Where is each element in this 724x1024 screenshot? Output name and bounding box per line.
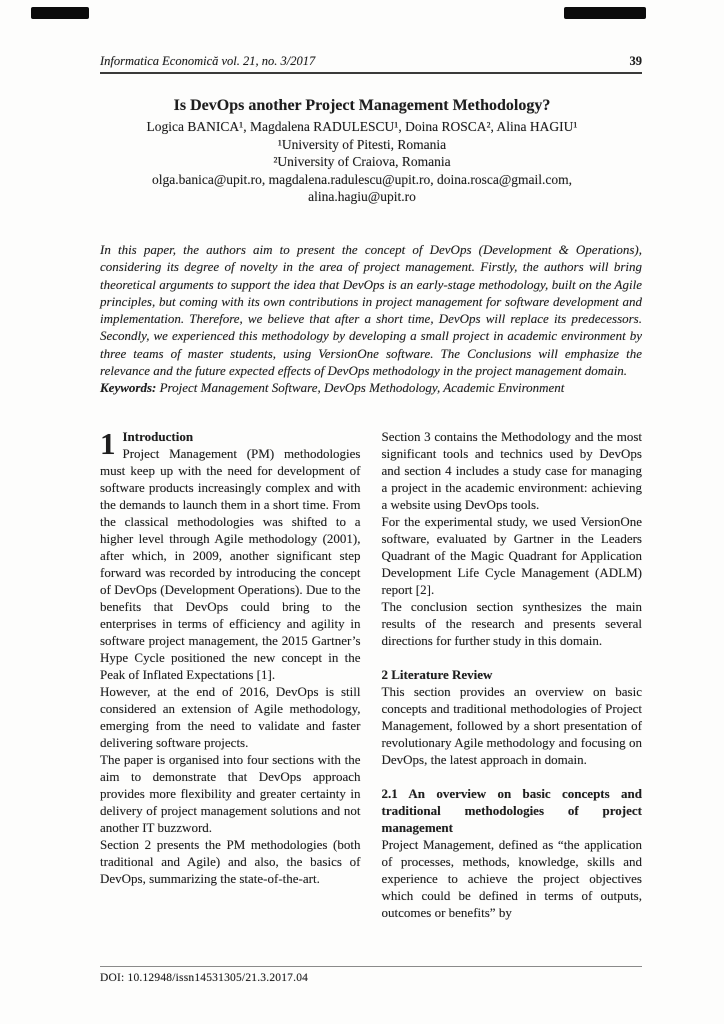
- affiliation-2: ²University of Craiova, Romania: [273, 154, 451, 169]
- header-rule: [100, 72, 642, 74]
- section-2-heading: 2 Literature Review: [381, 667, 493, 682]
- paragraph: For the experimental study, we used VersionOne software, evaluated by Gartner in the Leaders Quadrant of the Magic Quadrant for Application Development Life Cycle Management (ADLM) report [2].: [381, 514, 642, 597]
- paragraph: The conclusion section synthesizes the main results of the research and presents several directions for further study in this domain.: [381, 599, 642, 648]
- paragraph: The paper is organised into four sections with the aim to demonstrate that DevOps approach provides more flexibility and greater certainty in delivery of project management solutions and not another IT buzzword.: [100, 752, 361, 835]
- author-emails-line-2: alina.hagiu@upit.ro: [308, 189, 416, 204]
- running-head: [100, 54, 642, 69]
- footer-rule: [100, 966, 642, 967]
- right-column: [382, 428, 643, 921]
- section-1-introduction: [100, 428, 361, 683]
- section-1-heading: Introduction: [122, 429, 194, 444]
- section-1-number: 1: [100, 426, 116, 461]
- paragraph: However, at the end of 2016, DevOps is still considered an extension of Agile methodology, emerging from the need to validate and faster delivering software projects.: [100, 684, 361, 750]
- abstract: [100, 241, 642, 397]
- paragraph: Section 2 presents the PM methodologies (both traditional and Agile) and also, the basics of DevOps, summarizing the state-of-the-art.: [100, 837, 361, 886]
- paragraph: Project Management, defined as “the application of processes, methods, knowledge, skills and experience to achieve the project objectives which could be defined in terms of outputs, outcomes or benefits” by: [381, 837, 642, 920]
- affiliation-1: ¹University of Pitesti, Romania: [277, 136, 447, 152]
- title-block: [84, 96, 640, 206]
- body-columns: [100, 428, 642, 921]
- scan-artifact-top-left: [31, 7, 89, 19]
- paragraph: Project Management (PM) methodologies must keep up with the need for development of software products increasingly complex and with the demands to launch them in a short time. From the classical methodologies was shifted to a higher level through Agile methodology (2001), after which, in 2009, another significant step forward was recorded by introducing the concept of DevOps (Development Operations). Due to the benefits that DevOps could bring to the enterprises in terms of efficiency and agility in software project management, the 2015 Gartner’s Hype Cycle positioned the new concept in the Peak of Inflated Expectations [1].: [100, 446, 361, 682]
- keywords-line: [100, 379, 642, 396]
- paragraph: Section 3 contains the Methodology and the most significant tools and technics used by DevOps and section 4 includes a study case for managing a project in the academic environment: achieving a website using DevOps tools.: [381, 429, 642, 512]
- author-emails-line-1: olga.banica@upit.ro, magdalena.radulescu@upit.ro, doina.rosca@gmail.com,: [151, 171, 573, 187]
- doi: DOI: 10.12948/issn14531305/21.3.2017.04: [100, 972, 309, 984]
- authors-line: Logica BANICA¹, Magdalena RADULESCU¹, Doina ROSCA², Alina HAGIU¹: [146, 119, 578, 134]
- abstract-text: In this paper, the authors aim to present the concept of DevOps (Development & Operations), considering its degree of novelty in the area of project management. Firstly, the authors will bring theoretical arguments to support the idea that DevOps is an early-stage methodology, built on the Agile principles, but coming with its own contributions in project management for software development and implementation. Therefore, we believe that after a short time, DevOps will replace its predecessors. Secondly, we experienced this methodology by developing a small project in academic environment by three teams of master students, using VersionOne software. The Conclusions will emphasize the relevance and the future expected effects of DevOps methodology in the project management domain.: [100, 242, 642, 379]
- article-title: Is DevOps another Project Management Methodology?: [173, 97, 551, 114]
- journal-title: Informatica Economică vol. 21, no. 3/2017: [100, 54, 316, 68]
- keywords-label: Keywords:: [100, 380, 157, 396]
- paragraph: This section provides an overview on basic concepts and traditional methodologies of Project Management, followed by a short presentation of revolutionary Agile methodology and focusing on DevOps, the latest approach in domain.: [381, 684, 642, 767]
- keywords-text: Project Management Software, DevOps Methodology, Academic Environment: [159, 380, 565, 396]
- section-2-1-heading: 2.1 An overview on basic concepts and traditional methodologies of project management: [381, 786, 642, 835]
- page-number: 39: [629, 54, 642, 68]
- scan-artifact-top-right: [564, 7, 646, 19]
- left-column: [100, 428, 361, 921]
